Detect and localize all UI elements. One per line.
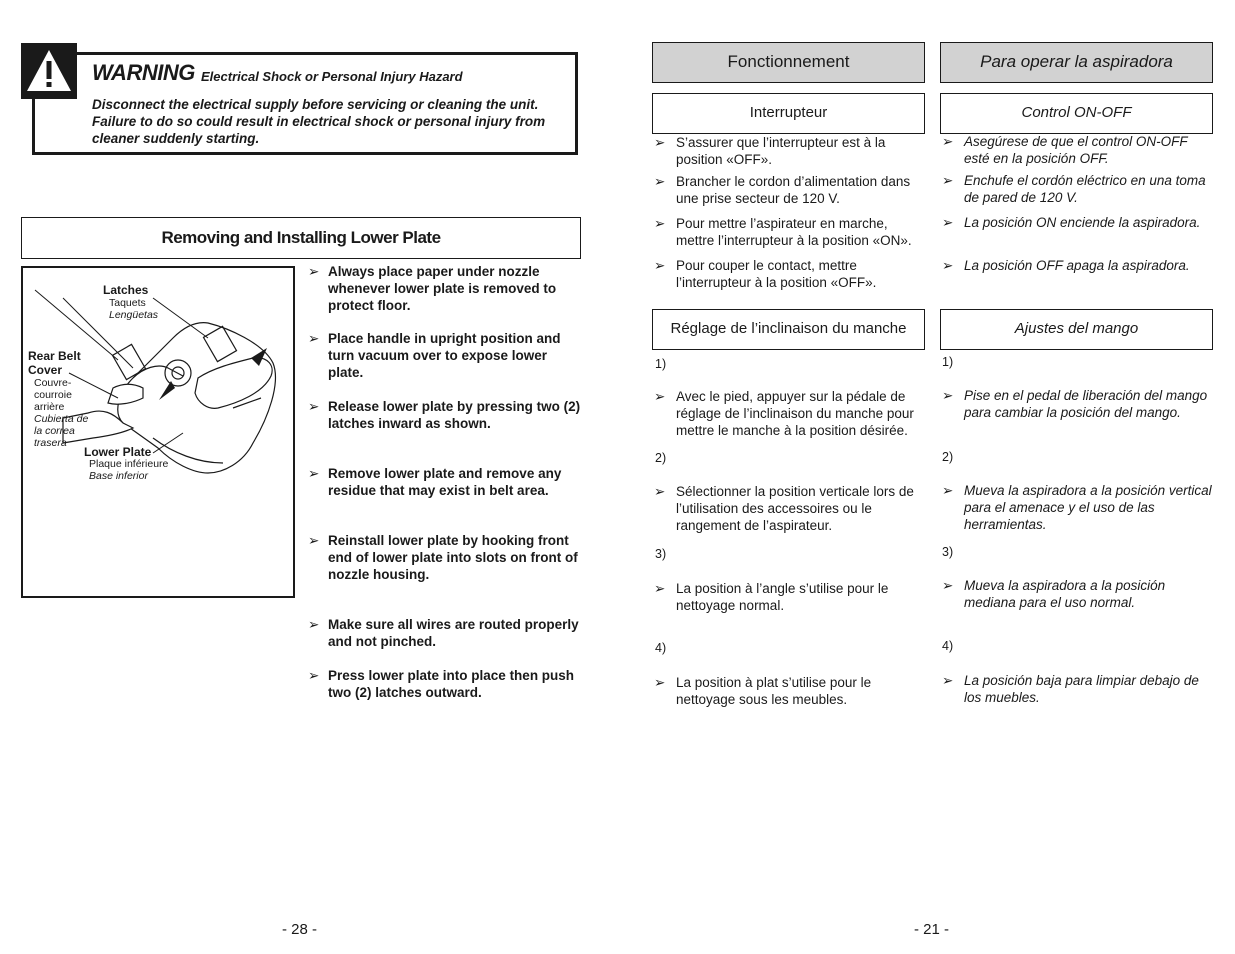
fr-list-item: ➢ La position à l’angle s’utilise pour le nettoyage normal. [654,581,889,613]
arrow-bullet-icon: ➢ [308,264,320,279]
latches-label-fr: Taquets [109,297,146,309]
rear-belt-fr-3: arrière [34,401,65,413]
step-item: ➢ Place handle in upright position and turn vacuum over to expose lower plate. [308,331,561,380]
es-step-number: 1) [942,355,954,369]
rear-belt-es-2: la correa [34,425,75,437]
arrow-bullet-icon: ➢ [308,331,320,346]
warning-title: WARNING [92,60,195,85]
spanish-subheader-handle: Ajustes del mango [940,309,1213,350]
step-item: ➢ Reinstall lower plate by hooking front end of lower plate into slots on front of nozzle housing. [308,533,578,582]
es-list-item: ➢ Mueva la aspiradora a la posición vertical para el amenace y el uso de las herramientas. [942,483,1212,532]
fr-list-item: ➢ Brancher le cordon d’alimentation dans une prise secteur de 120 V. [654,174,911,206]
rear-belt-fr-1: Couvre- [34,377,72,389]
step-item: ➢ Make sure all wires are routed properly and not pinched. [308,617,579,649]
fr-list-item: ➢ Pour couper le contact, mettre l’interrupteur à la position «OFF». [654,258,877,290]
es-step-number: 3) [942,545,954,559]
arrow-bullet-icon: ➢ [308,466,320,481]
warning-triangle-icon [21,43,77,99]
arrow-bullet-icon: ➢ [308,617,320,632]
section-title: Removing and Installing Lower Plate [161,228,441,247]
fr-step-number: 3) [655,547,667,561]
es-list-item: ➢ Mueva la aspiradora a la posición mediana para el uso normal. [942,578,1166,610]
latches-label-es: Lengüetas [109,309,159,321]
step-item: ➢ Press lower plate into place then push two (2) latches outward. [308,668,575,700]
rear-belt-fr-2: courroie [34,389,72,401]
rear-belt-label-2: Cover [28,363,63,377]
fr-step-number: 4) [655,641,667,655]
rear-belt-es-1: Cubierta de [34,413,89,425]
french-subheader-handle: Réglage de l’inclinaison du manche [652,309,925,350]
rear-belt-label-1: Rear Belt [28,349,81,363]
arrow-bullet-icon: ➢ [308,533,320,548]
es-list-item: ➢ Pise en el pedal de liberación del mango para cambiar la posición del mango. [942,388,1208,420]
arrow-bullet-icon: ➢ [308,399,320,414]
french-header: Fonctionnement [652,42,925,83]
lower-plate-label-fr: Plaque inférieure [89,458,169,470]
fr-list-item: ➢ La position à plat s’utilise pour le nettoyage sous les meubles. [654,675,872,707]
rear-belt-es-3: trasera [34,437,67,449]
warning-subtitle: Electrical Shock or Personal Injury Hazard [201,69,463,84]
es-list-item: ➢ Asegúrese de que el control ON-OFF esté en la posición OFF. [942,134,1188,166]
latches-label: Latches [103,283,149,297]
spanish-header: Para operar la aspiradora [940,42,1213,83]
page-number-left: - 28 - [282,921,318,938]
fr-list-item: ➢ Sélectionner la position verticale lors de l’utilisation des accessoires ou le rangement de l’aspirateur. [654,484,914,533]
es-list-item: ➢ La posición ON enciende la aspiradora. [942,215,1201,230]
es-list-item: ➢ La posición OFF apaga la aspiradora. [942,258,1190,273]
step-item: ➢ Always place paper under nozzle whenever lower plate is removed to protect floor. [308,264,557,313]
lower-plate-label: Lower Plate [84,445,152,459]
step-item: ➢ Release lower plate by pressing two (2) latches inward as shown. [308,399,581,431]
es-step-number: 4) [942,639,954,653]
fr-step-number: 1) [655,357,667,371]
warning-body: Disconnect the electrical supply before servicing or cleaning the unit. Failure to do so could result in electrical shock or personal injury from cleaner suddenly starting. [92,97,546,146]
fr-list-item: ➢ Avec le pied, appuyer sur la pédale de réglage de l’inclinaison du manche pour mettre le manche à la position désirée. [654,389,914,438]
es-list-item: ➢ La posición baja para limpiar debajo de los muebles. [942,673,1199,705]
spanish-subheader-switch: Control ON-OFF [940,93,1213,134]
french-subheader-switch: Interrupteur [652,93,925,134]
es-list-item: ➢ Enchufe el cordón eléctrico en una toma de pared de 120 V. [942,173,1206,205]
lower-plate-label-es: Base inferior [89,470,148,482]
arrow-bullet-icon: ➢ [308,668,320,683]
es-step-number: 2) [942,450,954,464]
fr-list-item: ➢ Pour mettre l’aspirateur en marche, mettre l’interrupteur à la position «ON». [654,216,912,248]
step-item: ➢ Remove lower plate and remove any residue that may exist in belt area. [308,466,562,498]
fr-list-item: ➢ S’assurer que l’interrupteur est à la position «OFF». [654,135,886,167]
fr-step-number: 2) [655,451,667,465]
page-number-right: - 21 - [914,921,950,938]
